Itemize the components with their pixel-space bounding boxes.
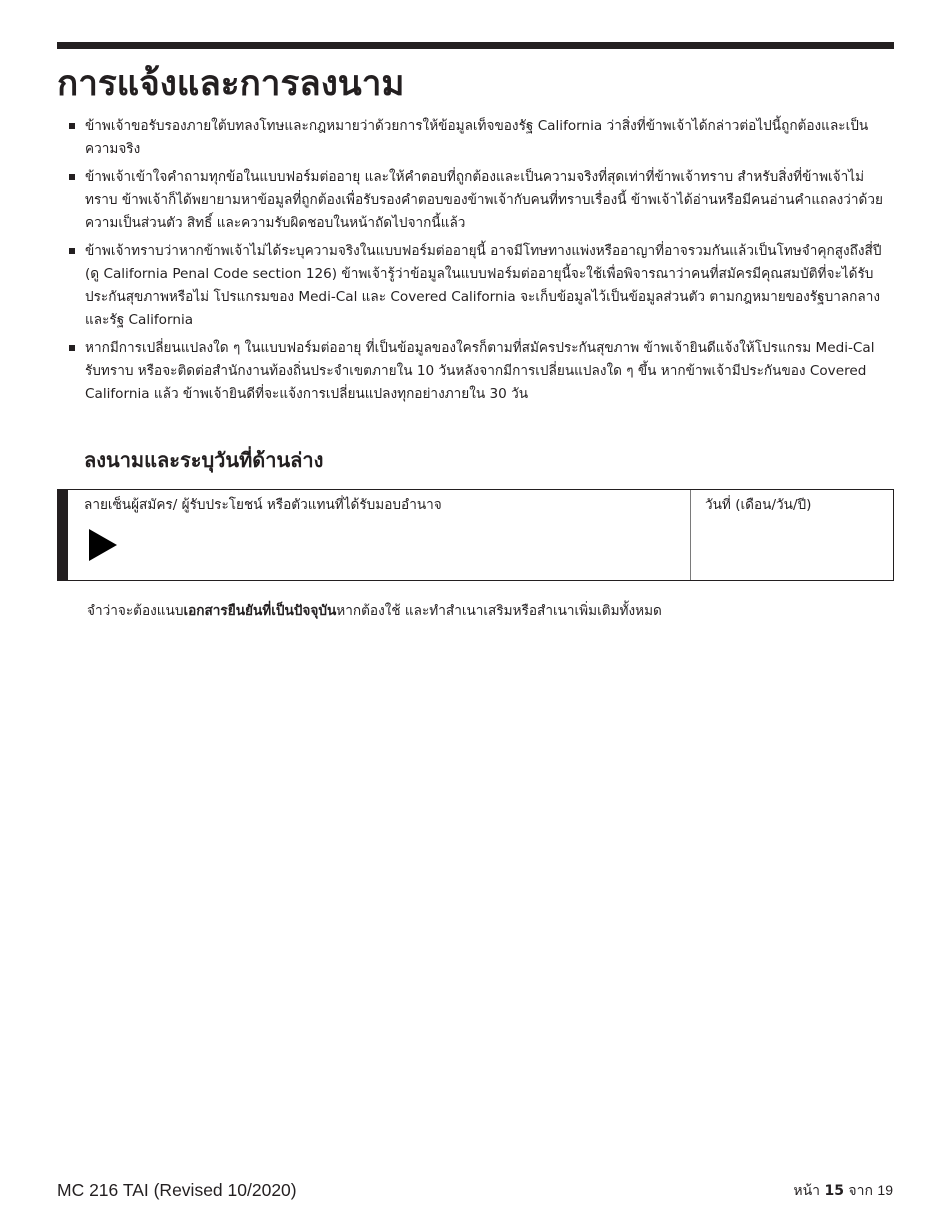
bullet-text: ข้าพเจ้าเข้าใจคำถามทุกข้อในแบบฟอร์มต่ออายุ และให้คำตอบที่ถูกต้องและเป็นความจริงที่สุดเท่าที่ข้าพเจ้าทราบ สำหรับสิ่งที่ข้าพเจ้าไม่ทราบ ข้าพเจ้าก็ได้พยายามหาข้อมูลที่ถูกต้องเพื่อรับรองคำตอบของข้าพเจ้ากับคนที่ทราบเรื่องนี้ ข้าพเจ้าได้อ่านหรือมีคนอ่านคำแถลงว่าด้วยความเป็นส่วนตัว สิทธิ์ และความรับผิดชอบในหน้าถัดไปจากนี้แล้ว: [85, 169, 883, 231]
square-bullet-icon: [69, 123, 75, 129]
signature-field[interactable]: [68, 490, 691, 580]
section-heading: ลงนามและระบุวันที่ด้านล่าง: [84, 448, 324, 472]
date-label: วันที่ (เดือน/วัน/ปี): [705, 497, 812, 513]
square-bullet-icon: [69, 345, 75, 351]
page-current: 15: [824, 1183, 844, 1199]
page-title: การแจ้งและการลงนาม: [57, 64, 405, 104]
square-bullet-icon: [69, 248, 75, 254]
reminder-emphasis: เอกสารยืนยันที่เป็นปัจจุบัน: [183, 603, 337, 619]
list-item: [68, 240, 888, 332]
page-total: 19: [877, 1182, 893, 1198]
reminder-prefix: จำว่าจะต้องแนบ: [87, 603, 184, 619]
page-prefix: หน้า: [793, 1183, 821, 1199]
list-item: [68, 115, 888, 161]
bullet-text: ข้าพเจ้าขอรับรองภายใต้บทลงโทษและกฎหมายว่าด้วยการให้ข้อมูลเท็จของรัฐ California ว่าสิ่งที่ข้าพเจ้าได้กล่าวต่อไปนี้ถูกต้องและเป็นความจริง: [85, 118, 869, 157]
page-number: [793, 1178, 893, 1203]
list-item: [68, 337, 888, 406]
page-of: จาก: [848, 1183, 873, 1199]
reminder-text: [87, 599, 887, 623]
certification-list: [68, 115, 888, 411]
play-arrow-icon: [89, 529, 117, 561]
bullet-text: ข้าพเจ้าทราบว่าหากข้าพเจ้าไม่ได้ระบุความจริงในแบบฟอร์มต่ออายุนี้ อาจมีโทษทางแพ่งหรืออาญาที่อาจรวมกันแล้วเป็นโทษจำคุกสูงถึงสี่ปี (ดู California Penal Code section 126) ข้าพเจ้ารู้ว่าข้อมูลในแบบฟอร์มต่ออายุนี้จะใช้เพื่อพิจารณาว่าคนที่สมัครมีคุณสมบัติที่จะได้รับประกันสุขภาพหรือไม่ โปรแกรมของ Medi-Cal และ Covered California จะเก็บข้อมูลไว้เป็นข้อมูลส่วนตัว ตามกฎหมายของรัฐบาลกลางและรัฐ California: [85, 243, 882, 328]
form-id: MC 216 TAI (Revised 10/2020): [57, 1180, 297, 1200]
signature-box-accent-bar: [58, 490, 68, 580]
top-rule: [57, 42, 894, 49]
reminder-suffix: หากต้องใช้ และทำสำเนาเสริมหรือสำเนาเพิ่มเติมทั้งหมด: [336, 603, 662, 619]
signature-box: [57, 489, 894, 581]
date-field[interactable]: [691, 490, 893, 580]
list-item: [68, 166, 888, 235]
bullet-text: หากมีการเปลี่ยนแปลงใด ๆ ในแบบฟอร์มต่ออายุ ที่เป็นข้อมูลของใครก็ตามที่สมัครประกันสุขภาพ ข้าพเจ้ายินดีแจ้งให้โปรแกรม Medi-Cal รับทราบ หรือจะติดต่อสำนักงานท้องถิ่นประจำเขตภายใน 10 วันหลังจากมีการเปลี่ยนแปลงใด ๆ ขึ้น หากข้าพเจ้ามีประกันของ Covered California แล้ว ข้าพเจ้ายินดีที่จะแจ้งการเปลี่ยนแปลงทุกอย่างภายใน 30 วัน: [85, 340, 875, 402]
signature-label: ลายเซ็นผู้สมัคร/ ผู้รับประโยชน์ หรือตัวแทนที่ได้รับมอบอำนาจ: [84, 497, 442, 513]
square-bullet-icon: [69, 174, 75, 180]
